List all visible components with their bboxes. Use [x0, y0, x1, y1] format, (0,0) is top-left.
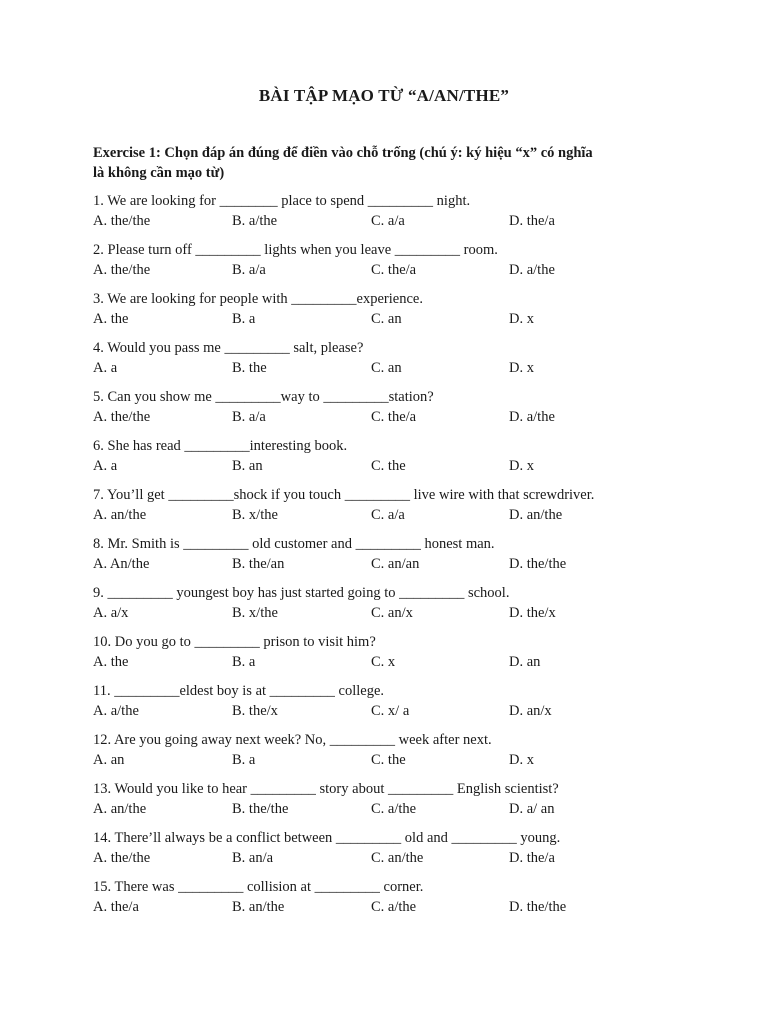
question-item	[93, 192, 713, 241]
option-b: B. a/the	[232, 212, 278, 229]
option-c: C. an	[371, 359, 402, 376]
question-text: 10. Do you go to _________ prison to visit him?	[93, 634, 376, 650]
question-text: 3. We are looking for people with _________experience.	[93, 291, 423, 307]
question-item	[93, 584, 713, 633]
option-d: D. the/the	[509, 555, 567, 572]
question-item	[93, 290, 713, 339]
question-item	[93, 486, 713, 535]
option-a: A. the/the	[93, 408, 151, 425]
option-b: B. a	[232, 751, 256, 768]
option-a: A. a/x	[93, 604, 129, 621]
option-c: C. the/a	[371, 408, 417, 425]
option-d: D. an	[509, 653, 541, 670]
option-c: C. an/x	[371, 604, 413, 621]
question-item	[93, 780, 713, 829]
answer-options	[93, 751, 713, 771]
option-a: A. the	[93, 653, 129, 670]
option-a: A. the	[93, 310, 129, 327]
answer-options	[93, 408, 713, 428]
question-item	[93, 878, 713, 927]
answer-options	[93, 310, 713, 330]
question-text: 4. Would you pass me _________ salt, please?	[93, 340, 364, 356]
option-c: C. the	[371, 457, 406, 474]
option-d: D. a/the	[509, 408, 555, 425]
answer-options	[93, 800, 713, 820]
option-b: B. x/the	[232, 506, 278, 523]
question-item	[93, 731, 713, 780]
exercise-instructions	[93, 143, 693, 183]
option-c: C. the	[371, 751, 406, 768]
answer-options	[93, 359, 713, 379]
option-b: B. a/a	[232, 408, 266, 425]
option-a: A. a	[93, 457, 118, 474]
question-item	[93, 633, 713, 682]
question-item	[93, 682, 713, 731]
option-c: C. an/the	[371, 849, 424, 866]
option-a: A. an	[93, 751, 125, 768]
option-b: B. an/the	[232, 898, 285, 915]
option-c: C. the/a	[371, 261, 417, 278]
option-a: A. an/the	[93, 800, 147, 817]
option-d: D. the/the	[509, 898, 567, 915]
option-d: D. x	[509, 457, 534, 474]
option-d: D. the/a	[509, 849, 555, 866]
option-b: B. the/the	[232, 800, 289, 817]
option-b: B. an	[232, 457, 263, 474]
answer-options	[93, 604, 713, 624]
question-item	[93, 339, 713, 388]
option-d: D. an/the	[509, 506, 563, 523]
question-text: 14. There’ll always be a conflict between _________ old and _________ young.	[93, 830, 561, 846]
instructions-line-2: là không cần mạo từ)	[93, 165, 225, 181]
option-b: B. x/the	[232, 604, 278, 621]
question-item	[93, 829, 713, 878]
answer-options	[93, 702, 713, 722]
option-a: A. the/the	[93, 261, 151, 278]
option-b: B. the	[232, 359, 267, 376]
question-text: 7. You’ll get _________shock if you touch _________ live wire with that screwdriver.	[93, 487, 595, 503]
option-a: A. an/the	[93, 506, 147, 523]
option-d: D. the/a	[509, 212, 555, 229]
page-title: BÀI TẬP MẠO TỪ “A/AN/THE”	[258, 86, 510, 105]
question-item	[93, 241, 713, 290]
option-a: A. a	[93, 359, 118, 376]
question-list	[93, 192, 713, 927]
option-d: D. x	[509, 359, 534, 376]
option-d: D. x	[509, 751, 534, 768]
question-text: 15. There was _________ collision at _________ corner.	[93, 879, 424, 895]
option-d: D. the/x	[509, 604, 556, 621]
option-b: B. a/a	[232, 261, 266, 278]
option-b: B. the/an	[232, 555, 285, 572]
option-c: C. x	[371, 653, 396, 670]
option-c: C. a/the	[371, 800, 417, 817]
answer-options	[93, 653, 713, 673]
option-d: D. a/ an	[509, 800, 555, 817]
question-text: 6. She has read _________interesting book.	[93, 438, 348, 454]
question-text: 12. Are you going away next week? No, _________ week after next.	[93, 732, 492, 748]
question-text: 2. Please turn off _________ lights when you leave _________ room.	[93, 242, 498, 258]
option-b: B. an/a	[232, 849, 274, 866]
option-a: A. An/the	[93, 555, 150, 572]
option-a: A. the/a	[93, 898, 139, 915]
option-d: D. x	[509, 310, 534, 327]
option-c: C. an	[371, 310, 402, 327]
option-a: A. the/the	[93, 212, 151, 229]
question-item	[93, 535, 713, 584]
answer-options	[93, 555, 713, 575]
option-c: C. a/the	[371, 898, 417, 915]
question-text: 5. Can you show me _________way to _________station?	[93, 389, 434, 405]
question-text: 11. _________eldest boy is at _________ college.	[93, 683, 385, 699]
question-text: 9. _________ youngest boy has just started going to _________ school.	[93, 585, 510, 601]
question-item	[93, 388, 713, 437]
question-text: 8. Mr. Smith is _________ old customer and _________ honest man.	[93, 536, 495, 552]
option-b: B. a	[232, 653, 256, 670]
option-b: B. the/x	[232, 702, 278, 719]
option-a: A. a/the	[93, 702, 139, 719]
answer-options	[93, 898, 713, 918]
option-c: C. an/an	[371, 555, 420, 572]
option-d: D. a/the	[509, 261, 555, 278]
answer-options	[93, 212, 713, 232]
answer-options	[93, 457, 713, 477]
option-c: C. a/a	[371, 212, 405, 229]
option-c: C. a/a	[371, 506, 405, 523]
answer-options	[93, 506, 713, 526]
answer-options	[93, 261, 713, 281]
question-item	[93, 437, 713, 486]
question-text: 13. Would you like to hear _________ story about _________ English scientist?	[93, 781, 559, 797]
answer-options	[93, 849, 713, 869]
option-a: A. the/the	[93, 849, 151, 866]
instructions-line-1: Exercise 1: Chọn đáp án đúng để điền vào chỗ trống (chú ý: ký hiệu “x” có nghĩa	[93, 145, 593, 161]
option-c: C. x/ a	[371, 702, 410, 719]
option-d: D. an/x	[509, 702, 552, 719]
option-b: B. a	[232, 310, 256, 327]
question-text: 1. We are looking for ________ place to spend _________ night.	[93, 193, 471, 209]
